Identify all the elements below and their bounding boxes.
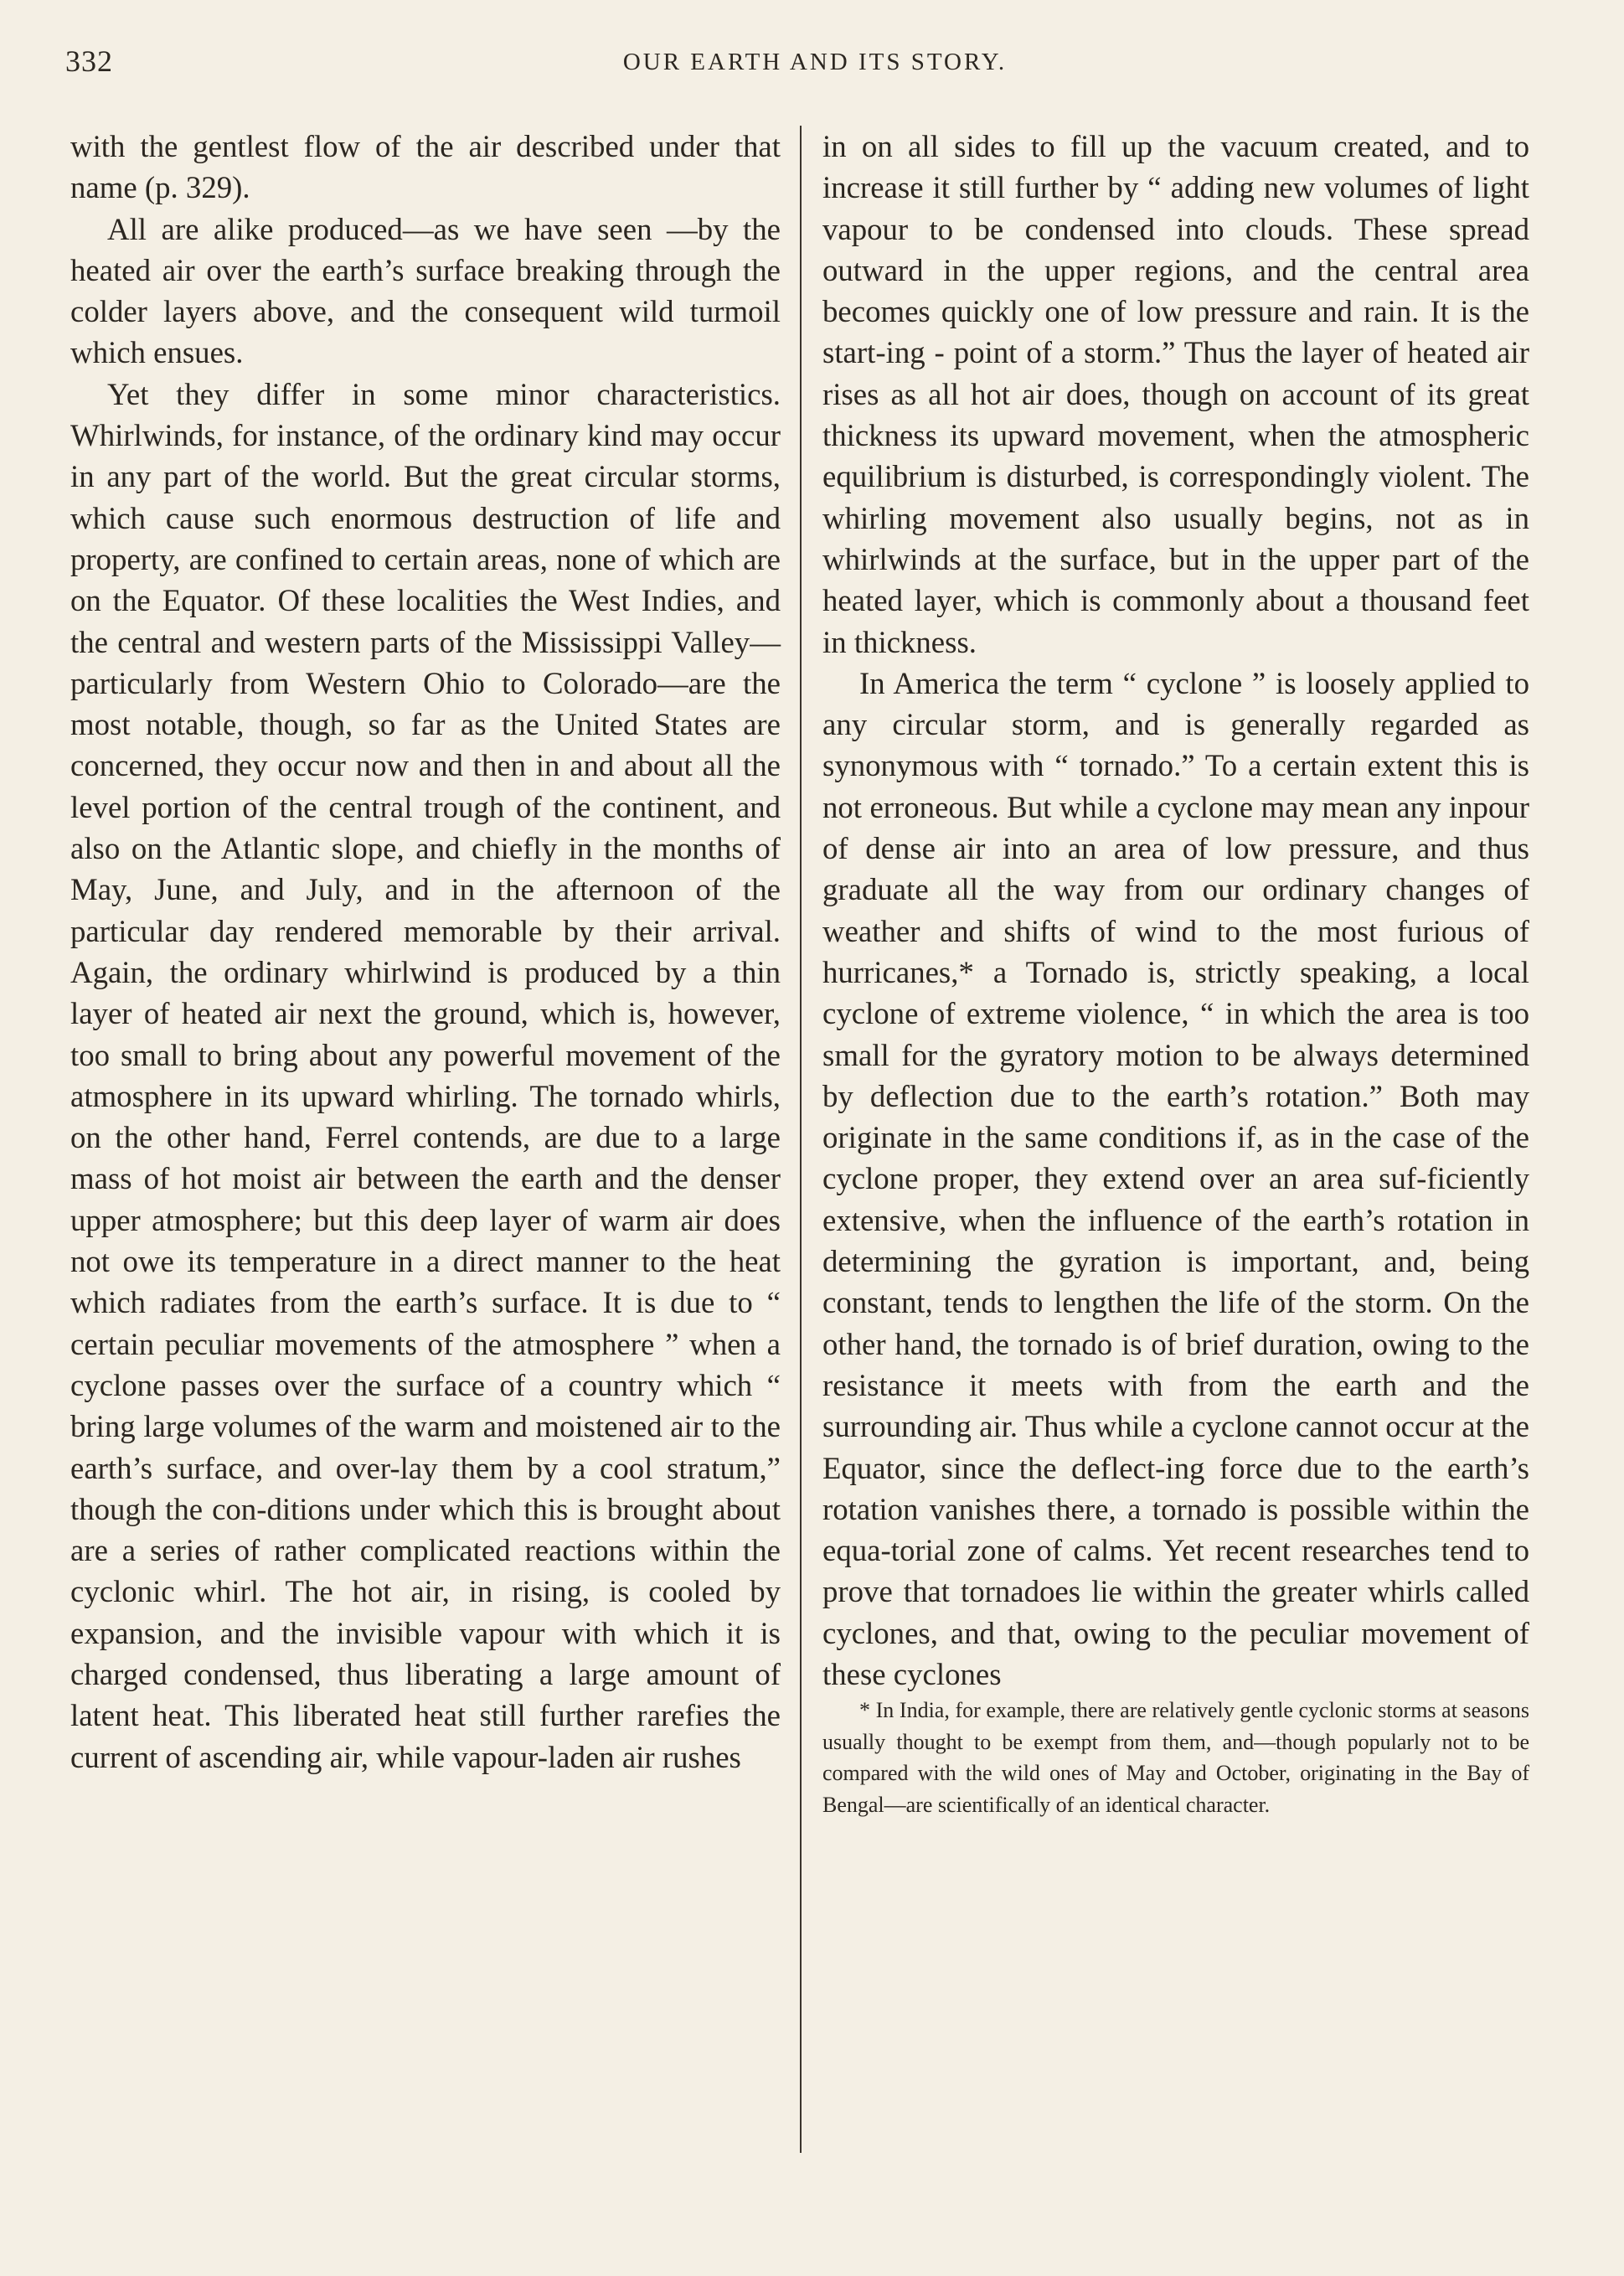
page-header — [65, 44, 1565, 94]
left-column — [70, 126, 781, 1778]
left-paragraph-1: with the gentlest flow of the air described under that name (p. 329). — [70, 129, 781, 205]
left-paragraph-2: All are alike produced—as we have seen —by the heated air over the earth’s surface breaking through the colder layers above, and the consequent wild turmoil which ensues. — [70, 211, 781, 370]
footnote: * In India, for example, there are relatively gentle cyclonic storms at seasons usually thought to be exempt from them, and—though popularly not to be compared with the wild ones of May and October, originating in the Bay of Bengal—are scientifically of an identical character. — [822, 1698, 1529, 1817]
left-paragraph-3: Yet they differ in some minor characteristics. Whirlwinds, for instance, of the ordinary kind may occur in any part of the world. But the great circular storms, which cause such enormous destruction of life and property, are confined to certain areas, none of which are on the Equator. Of these localities the West Indies, and the central and western parts of the Mississippi Valley—particularly from Western Ohio to Colorado—are the most notable, though, so far as the United States are concerned, they occur now and then in and about all the level portion of the central trough of the continent, and also on the Atlantic slope, and chiefly in the months of May, June, and July, and in the afternoon of the particular day rendered memorable by their arrival. Again, the ordinary whirlwind is produced by a thin layer of heated air next the ground, which is, however, too small to bring about any powerful movement of the atmosphere in its upward whirling. The tornado whirls, on the other hand, Ferrel contends, are due to a large mass of hot moist air between the earth and the denser upper atmosphere; but this deep layer of warm air does not owe its temperature in a direct manner to the heat which radiates from the earth’s surface. It is due to “ certain peculiar movements of the atmosphere ” when a cyclone passes over the surface of a country which “ bring large volumes of the warm and moistened air to the earth’s surface, and over-lay them by a cool stratum,” though the con-ditions under which this is brought about are a series of rather complicated reactions within the cyclonic whirl. The hot air, in rising, is cooled by expansion, and the invisible vapour with which it is charged condensed, thus liberating a large amount of latent heat. This liberated heat still further rarefies the current of ascending air, while vapour-laden air rushes — [70, 376, 781, 1774]
right-column — [822, 126, 1529, 1820]
running-title: OUR EARTH AND ITS STORY. — [622, 49, 1008, 75]
right-paragraph-2: In America the term “ cyclone ” is loosely applied to any circular storm, and is generally regarded as synonymous with “ tornado.” To a certain extent this is not erroneous. But while a cyclone may mean any inpour of dense air into an area of low pressure, and thus graduate all the way from our ordinary changes of weather and shifts of wind to the most furious of hurricanes,* a Tornado is, strictly speaking, a local cyclone of extreme violence, “ in which the area is too small for the gyratory motion to be always determined by deflection due to the earth’s rotation.” Both may originate in the same conditions if, as in the case of the cyclone proper, they extend over an area suf-ficiently extensive, when the influence of the earth’s rotation in determining the gyration is important, and, being constant, tends to lengthen the life of the storm. On the other hand, the tornado is of brief duration, owing to the resistance it meets with from the earth and the surrounding air. Thus while a cyclone cannot occur at the Equator, since the deflect-ing force due to the earth’s rotation vanishes there, a tornado is possible within the equa-torial zone of calms. Yet recent researches tend to prove that tornadoes lie within the greater whirls called cyclones, and that, owing to the peculiar movement of these cyclones — [822, 665, 1529, 1691]
right-paragraph-1: in on all sides to fill up the vacuum created, and to increase it still further by “ adding new volumes of light vapour to be condensed into clouds. These spread outward in the upper regions, and the central area becomes quickly one of low pressure and rain. It is the start-ing - point of a storm.” Thus the layer of heated air rises as all hot air does, though on account of its great thickness its upward movement, when the atmospheric equilibrium is disturbed, is correspondingly violent. The whirling movement also usually begins, not as in whirlwinds at the surface, but in the upper part of the heated layer, which is commonly about a thousand feet in thickness. — [822, 129, 1529, 659]
column-divider — [800, 126, 802, 2153]
page-number: 332 — [65, 44, 113, 78]
